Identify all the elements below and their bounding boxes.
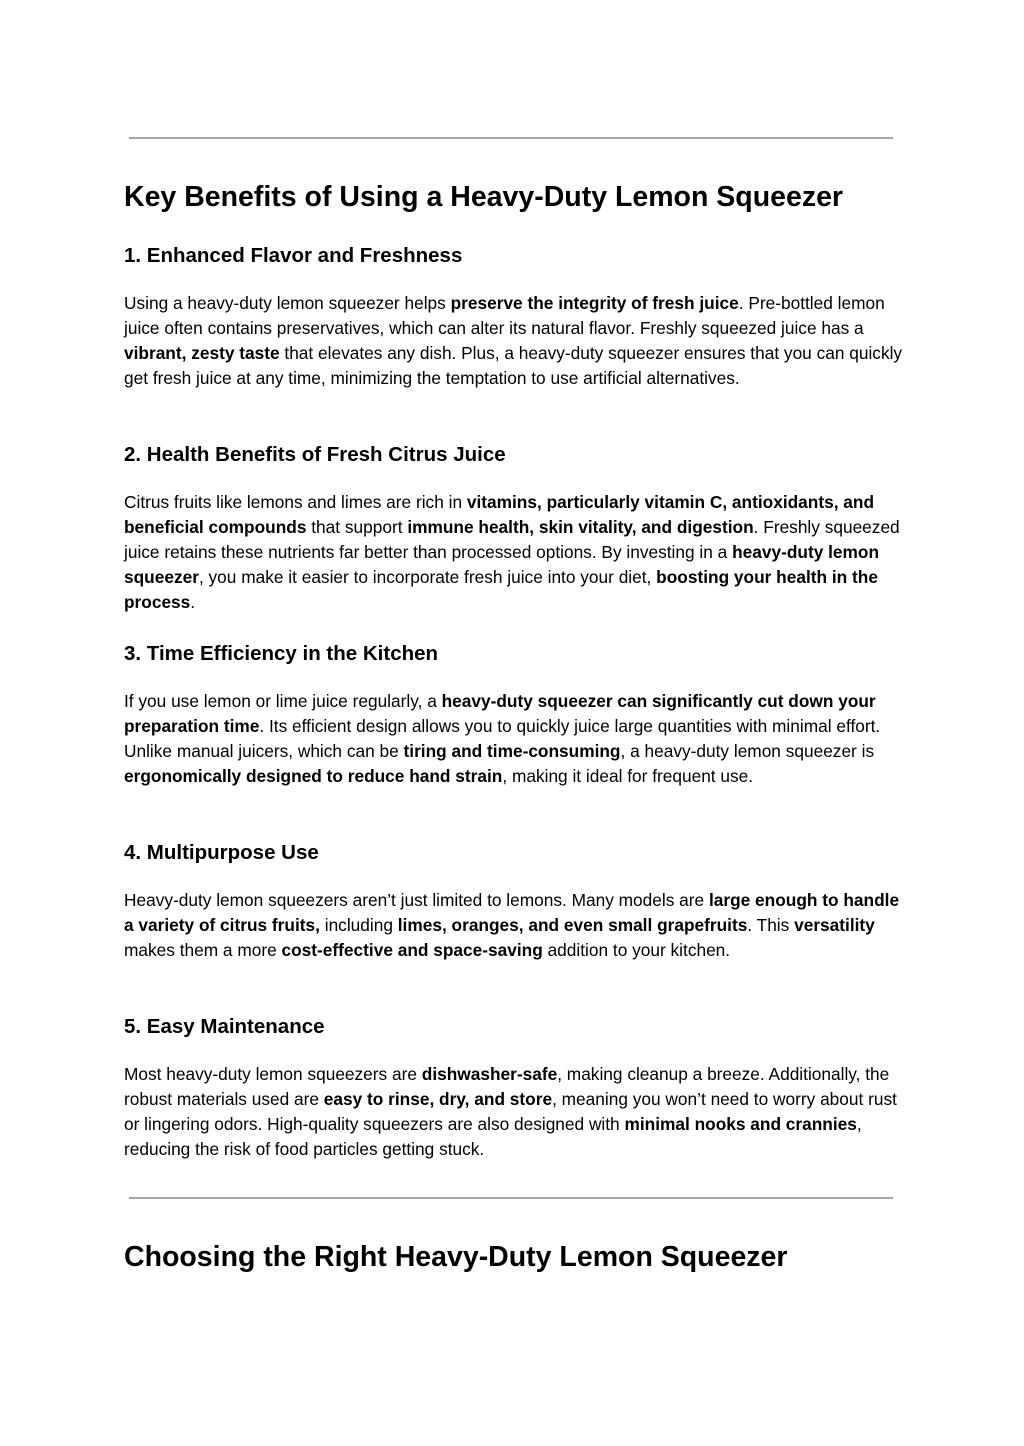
section-paragraph xyxy=(124,888,906,963)
section-heading: 4. Multipurpose Use xyxy=(124,841,319,864)
text-run: including xyxy=(319,915,398,935)
text-run: that support xyxy=(306,517,408,537)
text-run: that elevates any dish. Plus, a heavy-duty squeezer ensures that you can quickly get fresh juice at any time, minimizing the temptation to use artificial alternatives. xyxy=(124,343,903,388)
section-heading: 1. Enhanced Flavor and Freshness xyxy=(124,244,463,267)
bold-phrase: dishwasher-safe xyxy=(421,1064,558,1084)
bold-phrase: tiring and time-consuming xyxy=(403,741,621,761)
text-run: . Freshly squeezed juice retains these nutrients far better than processed options. By investing in a xyxy=(124,517,900,562)
text-run: Citrus fruits like lemons and limes are rich in xyxy=(124,492,467,512)
section-paragraph xyxy=(124,291,906,391)
bold-phrase: heavy-duty squeezer can significantly cut down your preparation time xyxy=(124,691,876,736)
bold-phrase: cost-effective and space-saving xyxy=(281,940,543,960)
bold-phrase: limes, oranges, and even small grapefruits xyxy=(397,915,748,935)
section-heading: 2. Health Benefits of Fresh Citrus Juice xyxy=(124,443,506,466)
section-paragraph xyxy=(124,689,906,789)
text-run: , you make it easier to incorporate fresh juice into your diet, xyxy=(198,567,657,587)
text-run: , meaning you won’t need to worry about rust or lingering odors. High-quality squeezers are also designed with xyxy=(124,1089,897,1134)
text-run: Using a heavy-duty lemon squeezer helps xyxy=(124,293,451,313)
bold-phrase: preserve the integrity of fresh juice xyxy=(450,293,739,313)
section-heading: 3. Time Efficiency in the Kitchen xyxy=(124,642,439,665)
text-run: , making cleanup a breeze. Additionally, the robust materials used are xyxy=(124,1064,890,1109)
section-paragraph xyxy=(124,1062,906,1162)
page-title: Key Benefits of Using a Heavy-Duty Lemon Squeezer xyxy=(124,181,844,213)
text-run: , reducing the risk of food particles getting stuck. xyxy=(124,1114,862,1159)
bold-phrase: vitamins, particularly vitamin C, antioxidants, and beneficial compounds xyxy=(124,492,875,537)
top-divider xyxy=(129,137,893,139)
bold-phrase: large enough to handle a variety of citrus fruits, xyxy=(124,890,900,935)
next-section-title: Choosing the Right Heavy-Duty Lemon Squeezer xyxy=(124,1241,788,1273)
text-run: addition to your kitchen. xyxy=(542,940,731,960)
text-run: , a heavy-duty lemon squeezer is xyxy=(620,741,875,761)
bold-phrase: heavy-duty lemon squeezer xyxy=(124,542,880,587)
bold-phrase: easy to rinse, dry, and store xyxy=(323,1089,553,1109)
bold-phrase: boosting your health in the process xyxy=(124,567,878,612)
bold-phrase: immune health, skin vitality, and digestion xyxy=(407,517,754,537)
text-run: Heavy-duty lemon squeezers aren’t just limited to lemons. Many models are xyxy=(124,890,709,910)
text-run: . Its efficient design allows you to quickly juice large quantities with minimal effort. Unlike manual juicers, which can be xyxy=(124,716,881,761)
bold-phrase: vibrant, zesty taste xyxy=(124,343,280,363)
section-paragraph xyxy=(124,490,906,615)
text-run: If you use lemon or lime juice regularly, a xyxy=(124,691,442,711)
text-run: , making it ideal for frequent use. xyxy=(502,766,754,786)
text-run: . xyxy=(190,592,196,612)
section-heading: 5. Easy Maintenance xyxy=(124,1015,325,1038)
text-run: makes them a more xyxy=(124,940,282,960)
text-run: Most heavy-duty lemon squeezers are xyxy=(124,1064,422,1084)
bottom-divider xyxy=(129,1197,893,1199)
text-run: . Pre-bottled lemon juice often contains preservatives, which can alter its natural flavor. Freshly squeezed juice has a xyxy=(124,293,885,338)
bold-phrase: minimal nooks and crannies xyxy=(624,1114,857,1134)
bold-phrase: versatility xyxy=(794,915,875,935)
bold-phrase: ergonomically designed to reduce hand strain xyxy=(124,766,503,786)
text-run: . This xyxy=(747,915,795,935)
